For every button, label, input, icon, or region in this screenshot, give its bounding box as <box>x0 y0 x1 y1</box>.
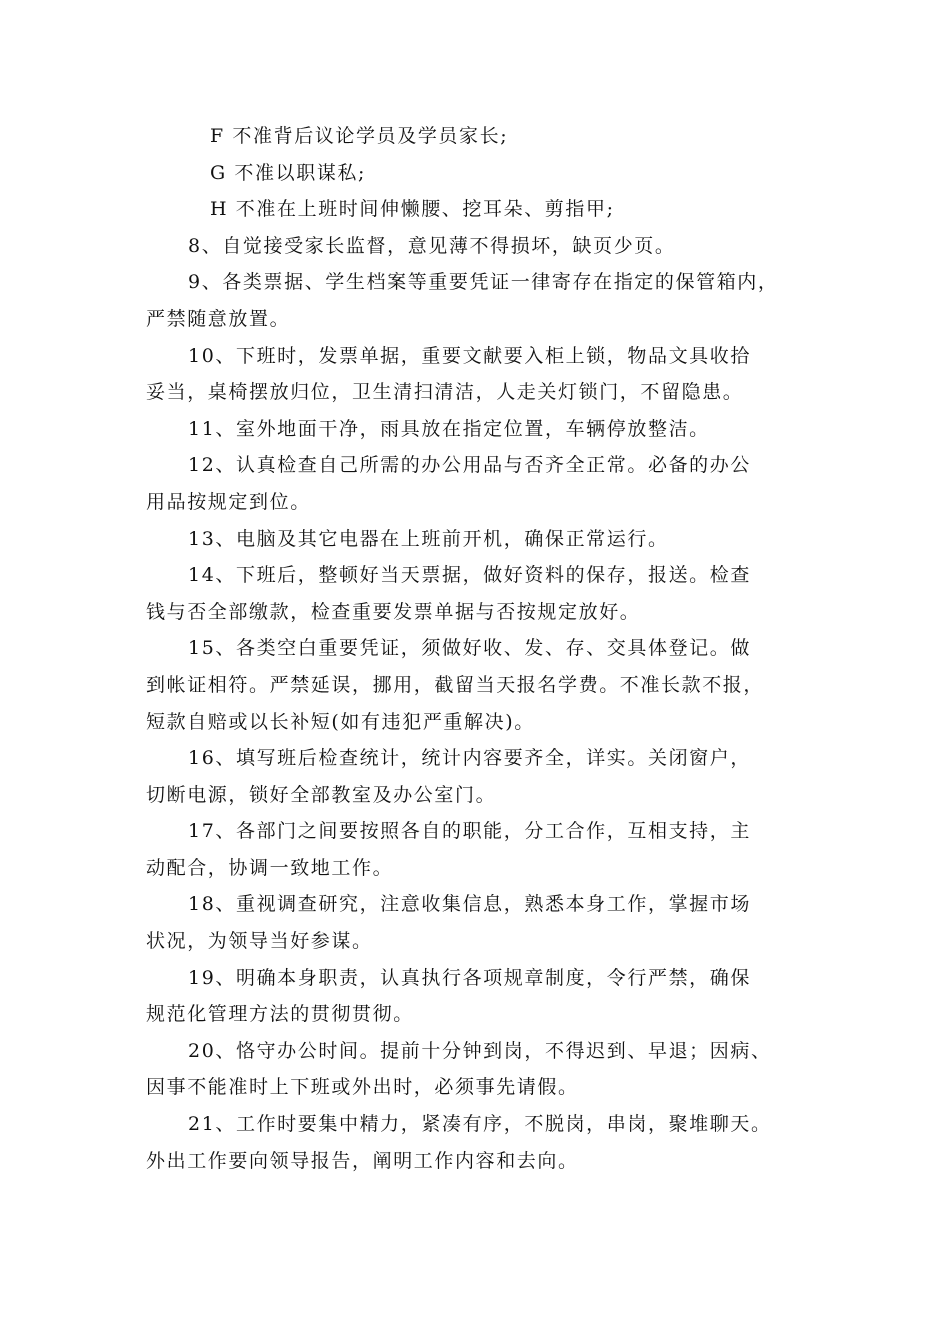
numbered-item-line: 15、各类空白重要凭证，须做好收、发、存、交具体登记。做 <box>188 637 751 660</box>
paragraph-continuation-line: 因事不能准时上下班或外出时，必须事先请假。 <box>146 1076 579 1099</box>
paragraph-continuation-line: 严禁随意放置。 <box>146 307 291 330</box>
numbered-item-line: 13、电脑及其它电器在上班前开机，确保正常运行。 <box>188 527 669 550</box>
numbered-item-line: 12、认真检查自己所需的办公用品与否齐全正常。必备的办公 <box>188 454 751 477</box>
numbered-item-line: 11、室外地面干净，雨具放在指定位置，车辆停放整洁。 <box>188 417 710 440</box>
numbered-item-line: 17、各部门之间要按照各自的职能，分工合作，互相支持，主 <box>188 820 751 843</box>
paragraph-continuation-line: 妥当，桌椅摆放归位，卫生清扫清洁，人走关灯锁门，不留隐患。 <box>146 381 744 404</box>
numbered-item-line: 18、重视调查研究，注意收集信息，熟悉本身工作，掌握市场 <box>188 893 751 916</box>
paragraph-continuation-line: 到帐证相符。严禁延误，挪用，截留当天报名学费。不准长款不报， <box>146 673 765 696</box>
paragraph-continuation-line: 短款自赔或以长补短(如有违犯严重解决)。 <box>146 710 535 733</box>
paragraph-continuation-line: 外出工作要向领导报告，阐明工作内容和去向。 <box>146 1149 579 1172</box>
numbered-item-line: 20、恪守办公时间。提前十分钟到岗，不得迟到、早退；因病、 <box>188 1039 772 1062</box>
paragraph-continuation-line: 用品按规定到位。 <box>146 490 311 513</box>
numbered-item-line: 21、工作时要集中精力，紧凑有序，不脱岗，串岗，聚堆聊天。 <box>188 1113 772 1136</box>
paragraph-continuation-line: 状况，为领导当好参谋。 <box>146 930 373 953</box>
paragraph-continuation-line: 切断电源，锁好全部教室及办公室门。 <box>146 783 497 806</box>
paragraph-continuation-line: 规范化管理方法的贯彻贯彻。 <box>146 1003 414 1026</box>
paragraph-continuation-line: 动配合，协调一致地工作。 <box>146 856 394 879</box>
numbered-item-line: 19、明确本身职责，认真执行各项规章制度，令行严禁，确保 <box>188 966 751 989</box>
paragraph-continuation-line: 钱与否全部缴款，检查重要发票单据与否按规定放好。 <box>146 600 641 623</box>
sub-item-line: G 不准以职谋私; <box>210 161 367 184</box>
sub-item-line: F 不准背后议论学员及学员家长; <box>210 125 509 147</box>
numbered-item-line: 8、自觉接受家长监督，意见薄不得损坏，缺页少页。 <box>188 234 676 257</box>
sub-item-line: H 不准在上班时间伸懒腰、挖耳朵、剪指甲; <box>210 198 615 221</box>
document-body <box>146 118 826 1179</box>
numbered-item-line: 16、填写班后检查统计，统计内容要齐全，详实。关闭窗户， <box>188 747 751 770</box>
numbered-item-line: 9、各类票据、学生档案等重要凭证一律寄存在指定的保管箱内， <box>188 271 779 294</box>
numbered-item-line: 10、下班时，发票单据，重要文献要入柜上锁，物品文具收拾 <box>188 344 751 367</box>
numbered-item-line: 14、下班后，整顿好当天票据，做好资料的保存，报送。检查 <box>188 564 751 587</box>
